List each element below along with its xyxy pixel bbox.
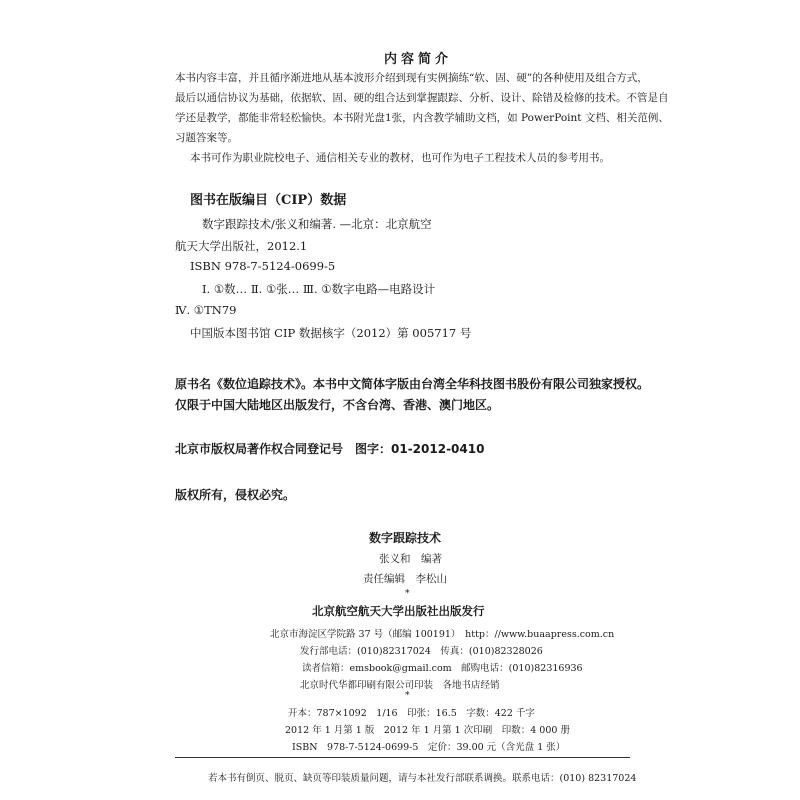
intro-paragraph-2: 本书可作为职业院校电子、通信相关专业的教材，也可作为电子工程技术人员的参考用书。 xyxy=(190,152,610,164)
contract-registration: 北京市版权局著作权合同登记号 图字：01-2012-0410 xyxy=(175,442,485,456)
distribution-notice: 仅限于中国大陆地区出版发行，不含台湾、香港、澳门地区。 xyxy=(175,398,500,412)
footer-divider xyxy=(175,757,630,758)
book-title: 数字跟踪技术 xyxy=(369,531,442,545)
separator-star: * xyxy=(405,589,410,599)
rights-reserved: 版权所有，侵权必究。 xyxy=(175,488,296,502)
printer: 北京时代华都印刷有限公司印装 各地书店经销 xyxy=(300,680,500,691)
edition-info: 2012 年 1 月第 1 版 2012 年 1 月第 1 次印刷 印数：4 000 册 xyxy=(285,725,570,736)
isbn-price: ISBN 978-7-5124-0699-5 定价：39.00 元（含光盘 1 张） xyxy=(292,742,566,753)
intro-title: 内容简介 xyxy=(384,52,453,67)
cip-isbn: ISBN 978-7-5124-0699-5 xyxy=(190,259,336,273)
publisher: 北京航空航天大学出版社出版发行 xyxy=(312,604,485,618)
publisher-phone: 发行部电话：(010)82317024 传真：(010)82328026 xyxy=(300,646,543,657)
cip-classification: Ⅳ. ①TN79 xyxy=(175,303,237,317)
separator-star: * xyxy=(405,691,410,701)
quality-notice: 若本书有倒页、脱页、缺页等印装质量问题，请与本社发行部联系调换。联系电话：(010) 82317024 xyxy=(208,773,637,784)
cip-record-number: 中国版本图书馆 CIP 数据核字（2012）第 005717 号 xyxy=(190,326,472,340)
intro-paragraph-line: 学还是教学，都能非常轻松愉快。本书附光盘1张，内含教学辅助文档，如 PowerPoint 文档、相关范例、 xyxy=(175,112,669,124)
publisher-email: 读者信箱：emsbook@gmail.com 邮购电话：(010)82316936 xyxy=(302,663,583,674)
intro-paragraph-line: 本书内容丰富，并且循序渐进地从基本波形介绍到现有实例摘练“软、固、硬”的各种使用及组合方式， xyxy=(175,72,648,84)
publisher-address: 北京市海淀区学院路 37 号（邮编 100191） http：//www.buaapress.com.cn xyxy=(270,629,615,640)
intro-paragraph-line: 最后以通信协议为基础，依据软、固、硬的组合达到掌握跟踪、分析、设计、除错及检修的技术。不管是自 xyxy=(175,92,669,104)
original-title-notice: 原书名《数位追踪技术》。本书中文简体字版由台湾全华科技图书股份有限公司独家授权。 xyxy=(175,377,650,391)
cip-line: 数字跟踪技术/张义和编著. —北京：北京航空 xyxy=(202,217,432,231)
book-editor: 责任编辑 李松山 xyxy=(363,573,447,585)
book-format: 开本：787×1092 1/16 印张：16.5 字数：422 千字 xyxy=(288,708,535,719)
book-author: 张义和 编著 xyxy=(379,553,442,565)
cip-heading: 图书在版编目（CIP）数据 xyxy=(190,193,347,208)
cip-classification: Ⅰ. ①数… Ⅱ. ①张… Ⅲ. ①数字电路—电路设计 xyxy=(202,282,436,296)
intro-paragraph-line: 习题答案等。 xyxy=(175,132,238,144)
cip-line: 航天大学出版社，2012.1 xyxy=(175,239,308,253)
